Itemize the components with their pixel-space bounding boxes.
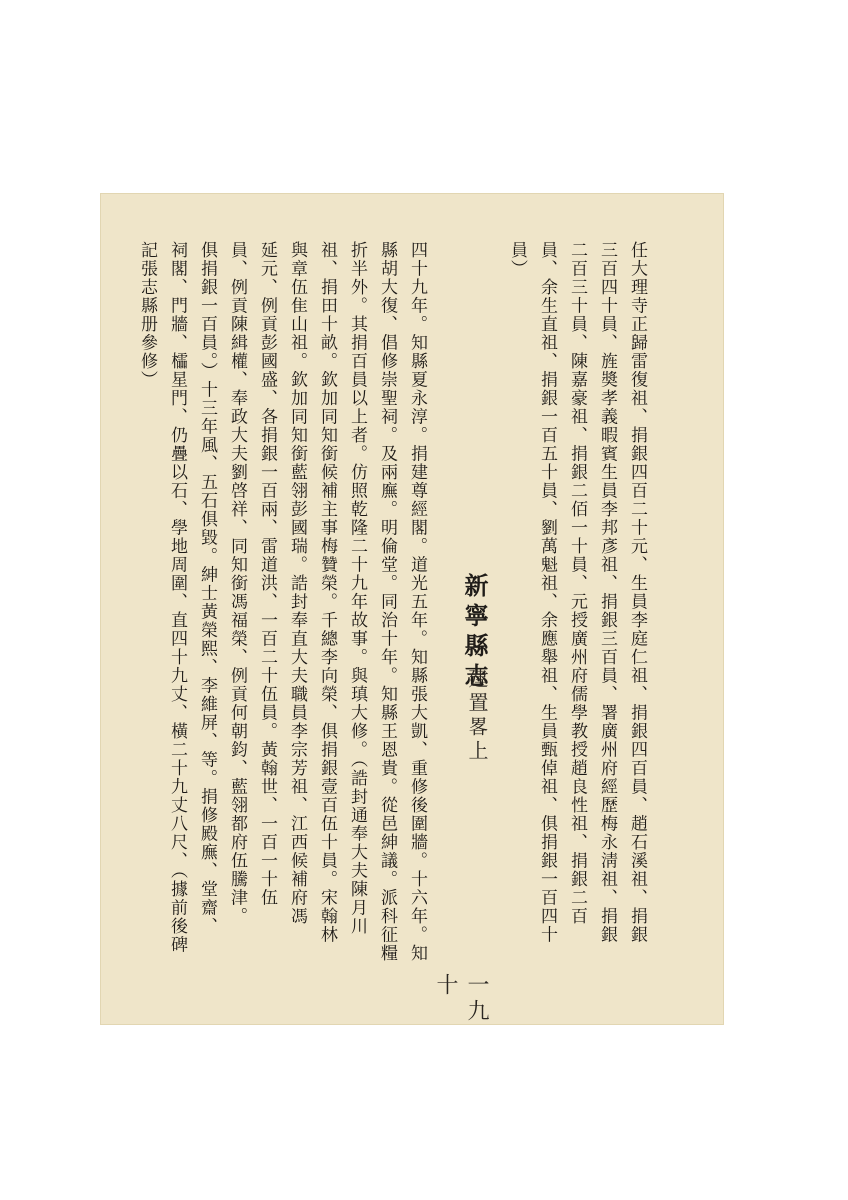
text-column: 員、例貢陳緝權、奉政大夫劉啓祥、同知銜馮福榮、例貢何朝鈞、藍翎都府伍騰津。 [227, 241, 247, 926]
text-column: 祠閣、門牆、櫺星門、仍疊以石、學地周圍、直四十九丈、橫二十九丈八尺、（據前後碑 [167, 241, 187, 954]
text-column: 折半外。其捐百員以上者。仿照乾隆二十九年故事。與瑱大修。（誥封通奉大夫陳月川 [347, 241, 367, 936]
text-column: 任大理寺正歸雷復祖、捐銀四百二十元、生員李庭仁祖、捐銀四百員、趙石溪祖、捐銀 [627, 241, 647, 944]
text-column: 三百四十員、旌奬孝義暇賓生員李邦彥祖、捐銀三百員、署廣州府經歷梅永淸祖、捐銀 [597, 241, 617, 944]
text-column: 祖、捐田十畝。欽加同知銜候補主事梅贊榮。千總李向榮、俱捐銀壹百伍十員。宋翰林 [317, 241, 337, 944]
text-column: 員、余生直祖、捐銀一百五十員、劉萬魁祖、余應舉祖、生員甄倬祖、俱捐銀一百四十 [537, 241, 557, 944]
book-title: 新寧縣志 [460, 573, 489, 693]
text-column: 延元、例貢彭國盛、各捐銀一百兩、雷道洪、一百二十伍員。黃翰世、一百一十伍 [257, 241, 277, 907]
text-column: 記張志縣册參修） [137, 241, 157, 389]
text-column: 員） [507, 241, 527, 278]
body-text [137, 241, 652, 981]
text-column: 二百三十員、陳嘉豪祖、捐銀二佰一十員、元授廣州府儒學教授趙良性祖、捐銀二百 [567, 241, 587, 926]
section-title: 建置畧上 [465, 668, 489, 764]
document-page [100, 193, 724, 1025]
text-column: 縣胡大復、倡修崇聖祠。及兩廡。明倫堂。同治十年。知縣王恩貴。從邑紳議。派科征糧 [377, 241, 397, 963]
text-column: 與章伍隹山祖。欽加同知銜藍翎彭國瑞。誥封奉直大夫職員李宗芳祖、江西候補府馮 [287, 241, 307, 926]
text-column: 俱捐銀一百員。）十三年風、五石俱毀。紳士黃榮熙、李維屏、等。捐修殿廡、堂齋、 [197, 241, 217, 936]
text-column: 四十九年。知縣夏永淳。捐建尊經閣。道光五年。知縣張大凱、重修後圍牆。十六年。知 [407, 241, 427, 963]
page-number: 一九十 [433, 973, 489, 1025]
